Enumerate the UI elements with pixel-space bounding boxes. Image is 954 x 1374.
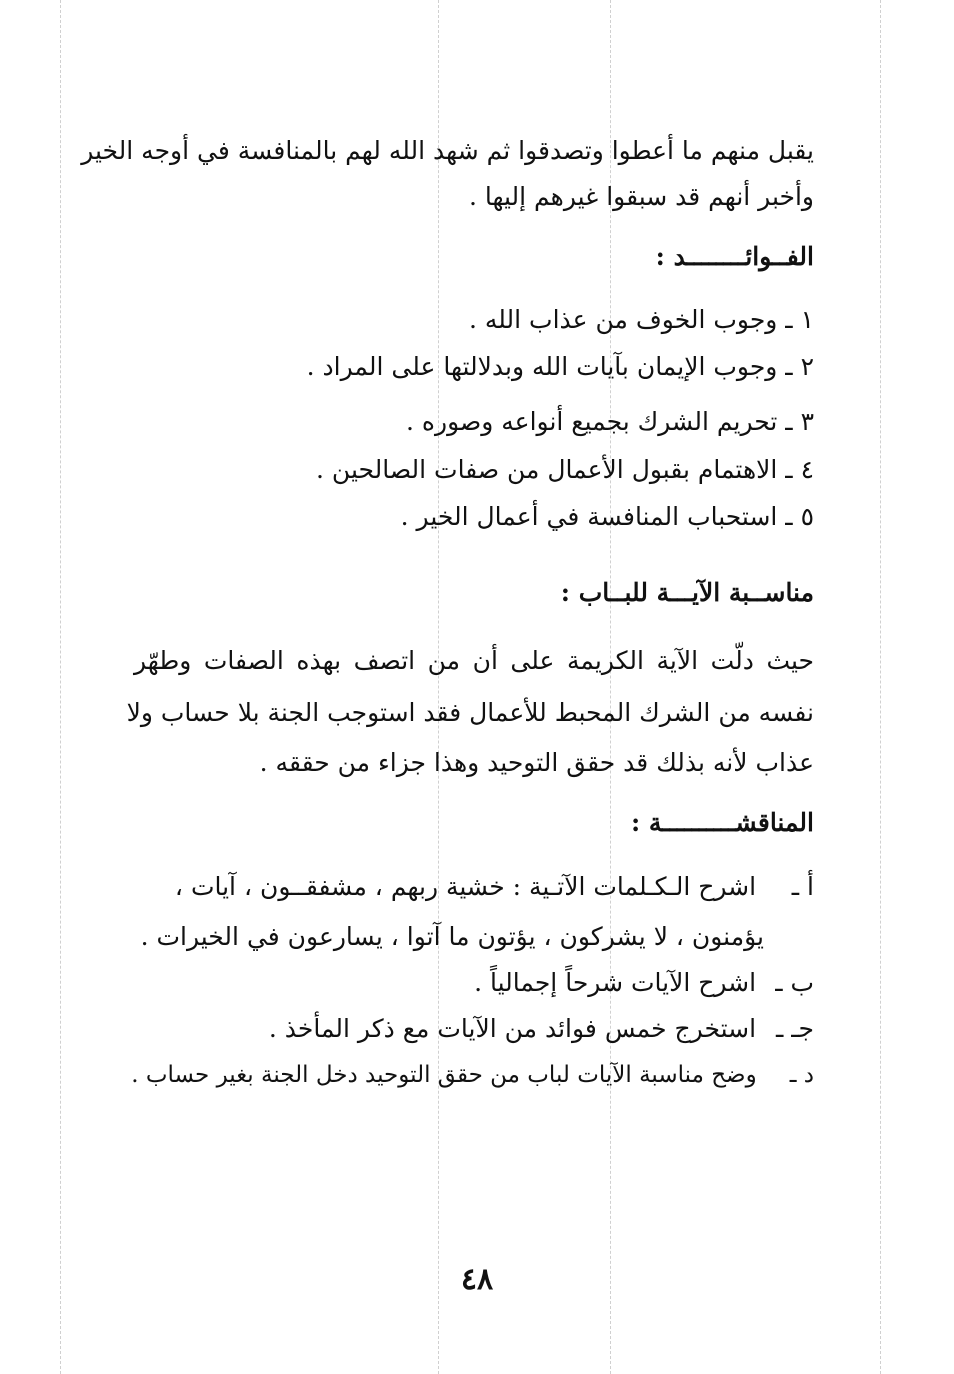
discussion-heading: المناقشــــــــــة : xyxy=(630,808,814,837)
page-number: ٤٨ xyxy=(460,1262,494,1297)
question-text: استخرج خمس فوائد من الآيات مع ذكر المأخذ . xyxy=(268,1014,757,1043)
intro-line-2: وأخبر أنهم قد سبقوا غيرهم إليها . xyxy=(468,182,814,211)
benefit-item-1: ١ ـ وجوب الخوف من عذاب الله . xyxy=(468,305,814,334)
question-text: وضح مناسبة الآيات لباب من حقق التوحيد دخل الجنة بغير حساب . xyxy=(131,1062,757,1088)
benefit-item-5: ٥ ـ استحباب المنافسة في أعمال الخير . xyxy=(400,502,814,531)
benefit-item-2: ٢ ـ وجوب الإيمان بآيات الله وبدلالتها على المراد . xyxy=(306,352,814,381)
relevance-line-3: عذاب لأنه بذلك قد حقق التوحيد وهذا جزاء من حققه . xyxy=(259,748,814,777)
question-text: اشرح الـكـلمات الآتـية : خشية ربهم ، مشفقــون ، آيات ، xyxy=(174,872,757,901)
relevance-line-2: نفسه من الشرك المحبط للأعمال فقد استوجب الجنة بلا حساب ولا xyxy=(126,698,814,727)
scan-streak xyxy=(438,0,439,1374)
question-c xyxy=(269,1014,814,1044)
question-letter: جـ ـ xyxy=(775,1014,814,1043)
question-d xyxy=(131,1062,814,1090)
benefit-item-4: ٤ ـ الاهتمام بقبول الأعمال من صفات الصالحين . xyxy=(316,455,814,484)
intro-line-1: يقبل منهم ما أعطوا وتصدقوا ثم شهد الله لهم بالمنافسة في أوجه الخير xyxy=(81,136,814,165)
benefits-heading: الفــوائــــــــد : xyxy=(655,242,814,271)
question-letter: ب ـ xyxy=(775,968,814,997)
scan-streak xyxy=(60,0,61,1374)
question-a xyxy=(175,872,814,902)
relevance-line-1: حيث دلّت الآية الكريمة على أن من اتصف بهذه الصفات وطهّر xyxy=(134,646,814,675)
question-text: اشرح الآيات شرحاً إجمالياً . xyxy=(474,968,757,997)
relevance-heading: مناســبة الآيـــة للبــاب : xyxy=(560,578,814,607)
scan-streak xyxy=(880,0,881,1374)
benefit-item-3: ٣ ـ تحريم الشرك بجميع أنواعه وصوره . xyxy=(406,407,814,436)
question-a-continuation: يؤمنون ، لا يشركون ، يؤتون ما آتوا ، يسارعون في الخيرات . xyxy=(140,922,764,951)
question-letter: د ـ xyxy=(789,1062,814,1088)
question-b xyxy=(474,968,814,998)
question-letter: أ ـ xyxy=(791,872,814,901)
